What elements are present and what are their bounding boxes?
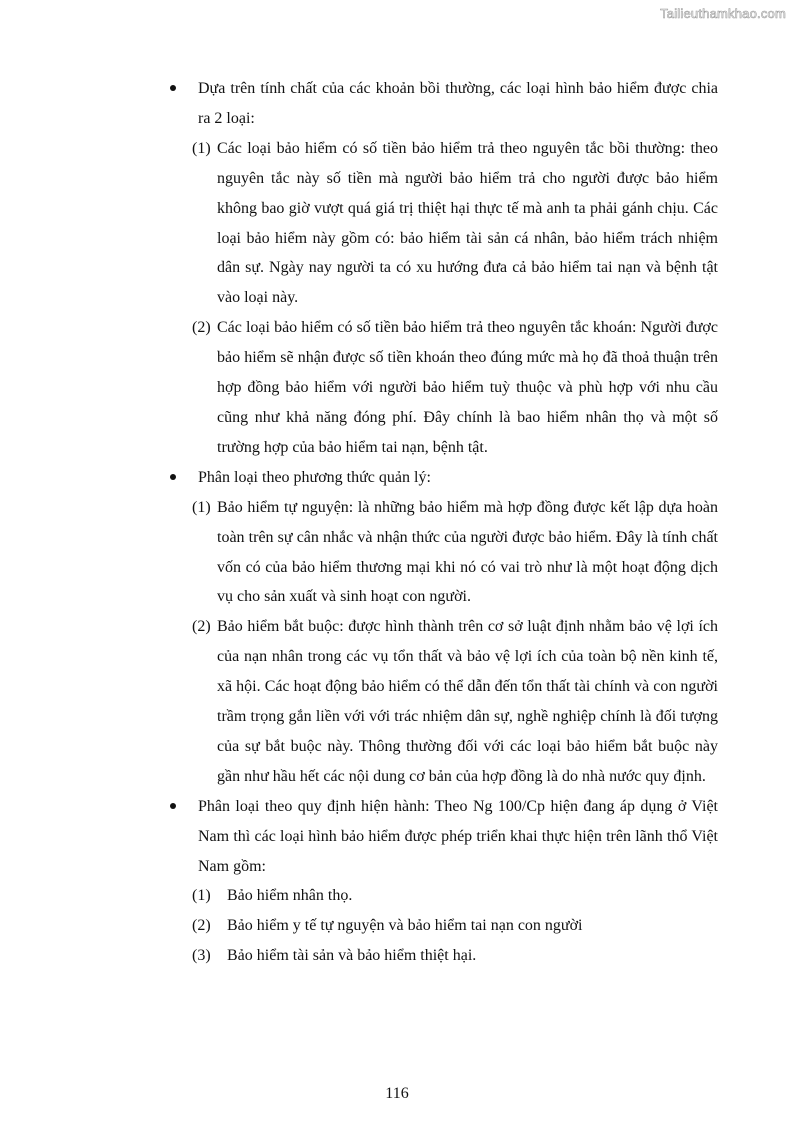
- item-number: (2): [192, 319, 211, 337]
- item-text: Bảo hiểm y tế tự nguyện và bảo hiểm tai nạn con người: [227, 917, 583, 935]
- bullet-icon: [170, 85, 176, 91]
- section-3-text: Phân loại theo quy định hiện hành: Theo Ng 100/Cp hiện đang áp dụng ở Việt Nam thì các loại hình bảo hiểm được phép triển khai thực hiện trên lãnh thổ Việt Nam gồm:: [198, 797, 718, 875]
- section-2-text: Phân loại theo phương thức quản lý:: [198, 468, 431, 486]
- watermark: Tailieuthamkhao.com: [660, 6, 786, 21]
- section-3-item-1: [192, 881, 718, 911]
- item-text: Bảo hiểm nhân thọ.: [227, 887, 353, 905]
- bullet-icon: [170, 803, 176, 809]
- item-number: (1): [192, 498, 211, 516]
- section-3-item-3: [192, 941, 718, 971]
- page-number: 116: [385, 1085, 409, 1102]
- item-text: Các loại bảo hiểm có số tiền bảo hiểm trả theo nguyên tắc bồi thường: theo nguyên tắc này số tiền mà người bảo hiểm trả cho người được bảo hiểm không bao giờ vượt quá giá trị thiệt hại thực tế mà anh ta phải gánh chịu. Các loại bảo hiểm này gồm có: bảo hiểm tài sản cá nhân, bảo hiểm trách nhiệm dân sự. Ngày nay người ta có xu hướng đưa cả bảo hiểm tai nạn và bệnh tật vào loại này.: [217, 139, 718, 307]
- bullet-section-3: [170, 792, 718, 882]
- document-body: [170, 74, 718, 971]
- item-number: (2): [192, 618, 211, 636]
- section-2-item-2: [192, 612, 718, 791]
- section-3-item-2: [192, 911, 718, 941]
- item-text: Bảo hiểm bắt buộc: được hình thành trên cơ sở luật định nhằm bảo vệ lợi ích của nạn nhân trong các vụ tổn thất và bảo vệ lợi ích của toàn bộ nền kinh tế, xã hội. Các hoạt động bảo hiểm có thể dẫn đến tổn thất tài chính và con người trầm trọng gắn liền với với trác nhiệm dân sự, nghề nghiệp chính là đối tượng của sự bắt buộc này. Thông thường đối với các loại bảo hiểm bắt buộc này gần như hầu hết các nội dung cơ bản của hợp đồng là do nhà nước quy định.: [217, 618, 718, 785]
- item-number: (3): [192, 947, 211, 965]
- section-1-text: Dựa trên tính chất của các khoản bồi thường, các loại hình bảo hiểm được chia ra 2 loại:: [198, 80, 718, 127]
- section-1-item-1: [192, 134, 718, 313]
- section-1-item-2: [192, 313, 718, 463]
- item-text: Bảo hiểm tự nguyện: là những bảo hiểm mà hợp đồng được kết lập dựa hoàn toàn trên sự cân nhắc và nhận thức của người được bảo hiểm. Đây là tính chất vốn có của bảo hiểm thương mại khi nó có vai trò như là một hoạt động dịch vụ cho sản xuất và sinh hoạt con người.: [217, 498, 718, 606]
- item-number: (1): [192, 887, 211, 905]
- bullet-section-2: [170, 463, 718, 493]
- item-number: (2): [192, 917, 211, 935]
- section-2-item-1: [192, 493, 718, 613]
- item-text: Các loại bảo hiểm có số tiền bảo hiểm trả theo nguyên tắc khoán: Người được bảo hiểm sẽ nhận được số tiền khoán theo đúng mức mà họ đã thoả thuận trên hợp đồng bảo hiểm với người bảo hiểm tuỳ thuộc và phù hợp với nhu cầu cũng như khả năng đóng phí. Đây chính là bao hiểm nhân thọ và một số trường hợp của bảo hiểm tai nạn, bệnh tật.: [217, 319, 718, 456]
- item-number: (1): [192, 139, 211, 157]
- bullet-section-1: [170, 74, 718, 134]
- bullet-icon: [170, 474, 176, 480]
- item-text: Bảo hiểm tài sản và bảo hiểm thiệt hại.: [227, 947, 477, 965]
